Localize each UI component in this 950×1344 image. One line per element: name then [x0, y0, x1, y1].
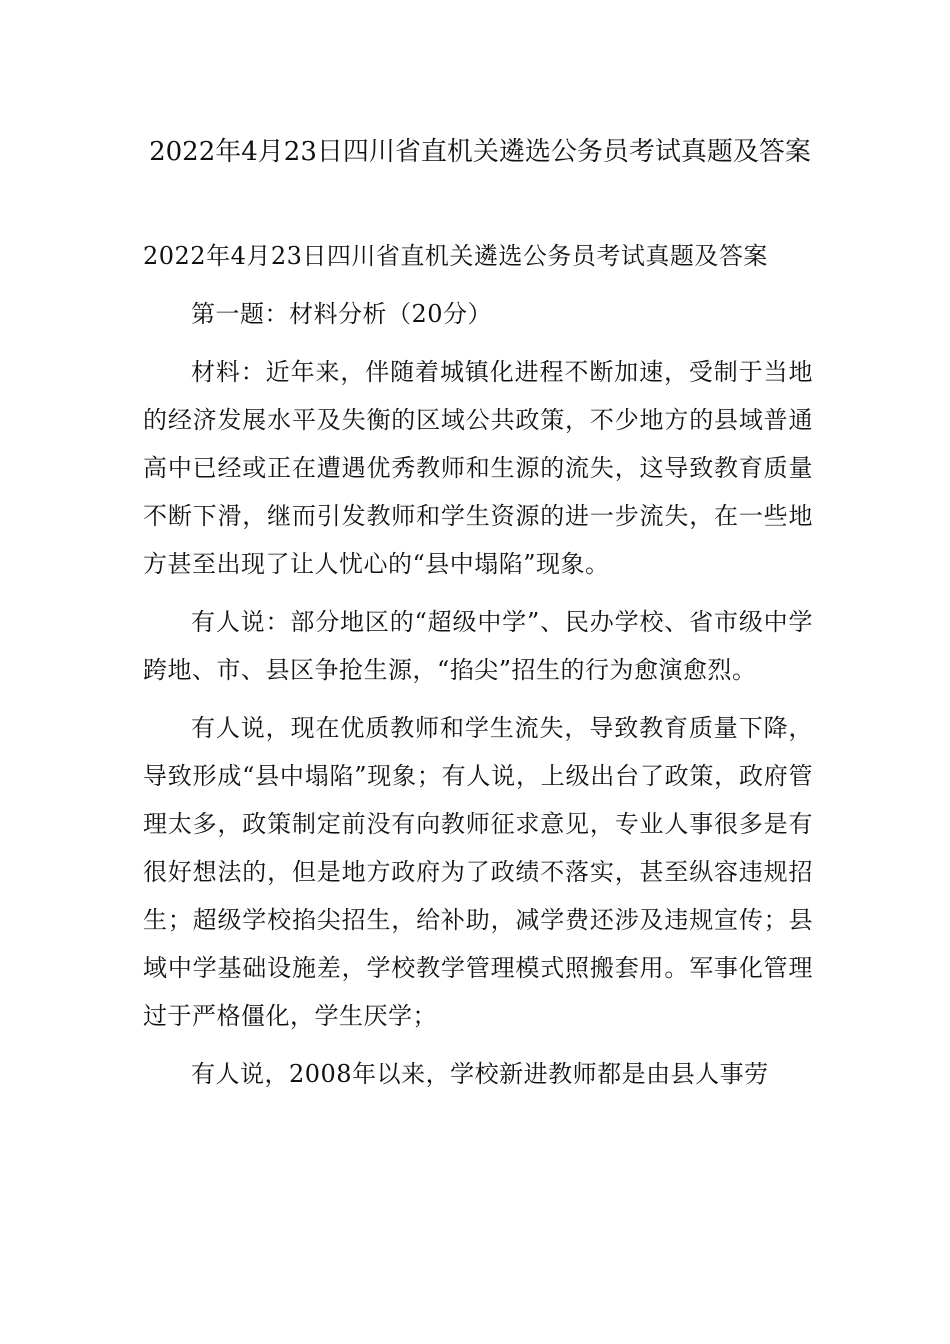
document-title: 2022年4月23日四川省直机关遴选公务员考试真题及答案: [149, 137, 811, 167]
opinion-paragraph-3: 有人说，2008年以来，学校新进教师都是由县人事劳: [191, 1060, 769, 1088]
material-paragraph: 材料：近年来，伴随着城镇化进程不断加速，受制于当地的经济发展水平及失衡的区域公共政策，不少地方的县域普通高中已经或正在遭遇优秀教师和生源的流失，这导致教育质量不断下滑，继而引发教师和学生资源的进一步流失，在一些地方甚至出现了让人忧心的“县中塌陷”现象。: [143, 358, 813, 578]
body-heading-paragraph: 2022年4月23日四川省直机关遴选公务员考试真题及答案: [143, 242, 768, 270]
question-heading: 第一题：材料分析（20分）: [191, 300, 493, 328]
opinion-paragraph-2: 有人说，现在优质教师和学生流失，导致教育质量下降，导致形成“县中塌陷”现象；有人说，上级出台了政策，政府管理太多，政策制定前没有向教师征求意见，专业人事很多是有很好想法的，但是地方政府为了政绩不落实，甚至纵容违规招生；超级学校掐尖招生，给补助，减学费还涉及违规宣传；县域中学基础设施差，学校教学管理模式照搬套用。军事化管理过于严格僵化，学生厌学；: [143, 714, 813, 1030]
document-body: [143, 232, 813, 1098]
opinion-paragraph-1: 有人说：部分地区的“超级中学”、民办学校、省市级中学跨地、市、县区争抢生源，“掐尖”招生的行为愈演愈烈。: [143, 608, 813, 684]
